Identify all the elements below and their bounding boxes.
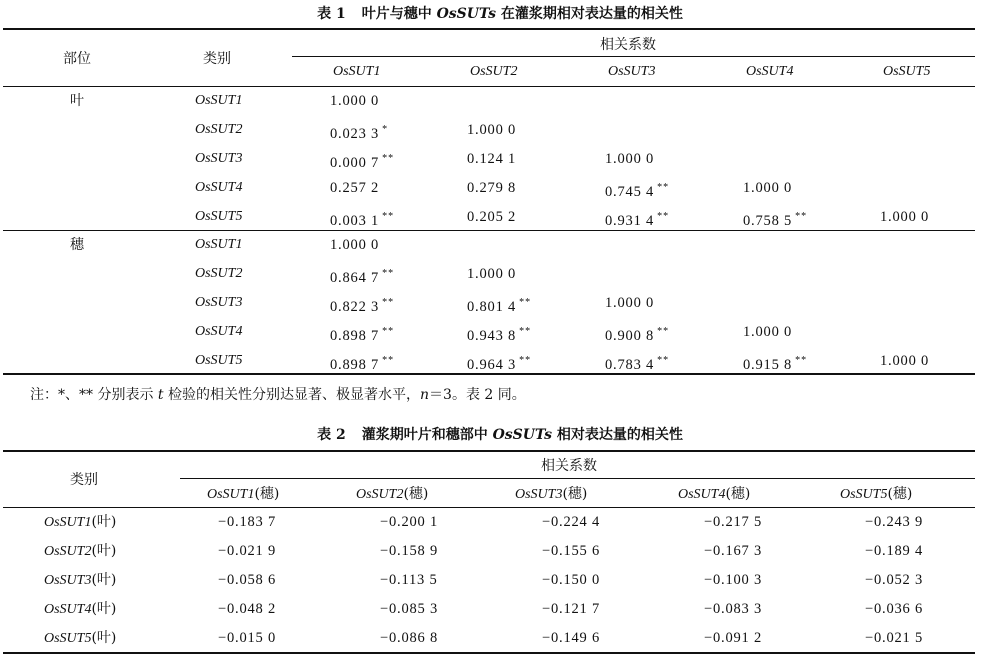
table2-caption xyxy=(0,424,1000,444)
table1-value-number: 1.000 0 xyxy=(330,93,380,109)
table1-value-number: 0.964 3 xyxy=(467,356,517,373)
table1-value-number: 0.745 4 xyxy=(605,183,655,200)
table2-title-post: 相对表达量的相关性 xyxy=(556,427,683,443)
table1-top-rule xyxy=(3,28,975,30)
table2-col-header xyxy=(515,485,587,504)
table2-value: −0.189 4 xyxy=(865,543,924,559)
table2-row-label xyxy=(44,629,116,648)
table2-top-rule xyxy=(3,450,975,452)
table1-value xyxy=(330,236,379,254)
table1-row-gene: OsSUT4 xyxy=(195,324,243,339)
table2-row-label xyxy=(44,571,116,590)
table1-value xyxy=(467,179,516,197)
table1-row-gene: OsSUT5 xyxy=(195,209,243,224)
significance-mark: ** xyxy=(657,355,670,366)
table2-header-rule xyxy=(3,507,975,508)
table2-value: −0.052 3 xyxy=(865,572,924,588)
table1-value xyxy=(467,323,531,345)
significance-mark: ** xyxy=(382,297,395,308)
table1-value xyxy=(330,323,394,345)
significance-mark: ** xyxy=(382,326,395,337)
table2-value: −0.086 8 xyxy=(380,630,439,646)
table1-value-number: 0.000 7 xyxy=(330,154,380,171)
table2-value: −0.100 3 xyxy=(704,572,763,588)
table2-row-suffix: (叶) xyxy=(91,601,117,617)
note-pre: 注：*、** 分别表示 xyxy=(30,387,154,403)
table1-part-label: 叶 xyxy=(70,93,84,109)
table2-col-header xyxy=(840,485,912,504)
significance-mark: ** xyxy=(519,355,532,366)
table2-col-gene: OsSUT4 xyxy=(678,487,726,502)
table2-value: −0.217 5 xyxy=(704,514,763,530)
table2-value: −0.091 2 xyxy=(704,630,763,646)
table1-col-category: 类别 xyxy=(203,51,231,67)
table1-col-header: OsSUT1 xyxy=(333,64,381,79)
table2-col-header xyxy=(207,485,279,504)
table1-value-number: 1.000 0 xyxy=(330,237,380,253)
table1-value xyxy=(743,323,792,341)
table2-col-gene: OsSUT1 xyxy=(207,487,255,502)
table2-col-suffix: (穗) xyxy=(254,486,280,502)
table2-col-suffix: (穗) xyxy=(725,486,751,502)
table1-title-post: 在灌浆期相对表达量的相关性 xyxy=(500,6,683,22)
significance-mark: ** xyxy=(382,153,395,164)
table1-value-number: 0.257 2 xyxy=(330,180,380,196)
table1-value-number: 0.898 7 xyxy=(330,327,380,344)
table2-col-coef: 相关系数 xyxy=(541,458,597,474)
table1-value xyxy=(743,352,807,374)
table1-row-gene: OsSUT3 xyxy=(195,151,243,166)
significance-mark: ** xyxy=(795,211,808,222)
table1-value-number: 0.801 4 xyxy=(467,298,517,315)
table1-caption xyxy=(0,3,1000,23)
table2-row-gene: OsSUT3 xyxy=(44,573,92,588)
table1-value-number: 0.783 4 xyxy=(605,356,655,373)
table2-row-label xyxy=(44,513,116,532)
table1-value xyxy=(743,208,807,230)
table1-col-header: OsSUT4 xyxy=(746,64,794,79)
table2-row-gene: OsSUT2 xyxy=(44,544,92,559)
table2-value: −0.200 1 xyxy=(380,514,439,530)
table1-value-number: 1.000 0 xyxy=(880,209,930,225)
table1-row-gene: OsSUT1 xyxy=(195,93,243,108)
table1-value xyxy=(330,265,394,287)
table2-row-label xyxy=(44,542,116,561)
table1-col-part: 部位 xyxy=(63,51,91,67)
table2-col-header xyxy=(356,485,428,504)
table1-title-pre: 叶片与穗中 xyxy=(361,6,432,22)
significance-mark: ** xyxy=(519,326,532,337)
table1-value-number: 1.000 0 xyxy=(467,266,517,282)
note-n: n xyxy=(420,387,430,403)
table1-value xyxy=(743,179,792,197)
table2-value: −0.224 4 xyxy=(542,514,601,530)
table1-value xyxy=(330,150,394,172)
significance-mark: ** xyxy=(657,326,670,337)
table2-value: −0.083 3 xyxy=(704,601,763,617)
significance-mark: ** xyxy=(657,211,670,222)
table2-row-gene: OsSUT1 xyxy=(44,515,92,530)
table1-value-number: 0.003 1 xyxy=(330,212,380,229)
table2-row-label xyxy=(44,600,116,619)
table1-value xyxy=(330,121,388,143)
table2-value: −0.036 6 xyxy=(865,601,924,617)
table2-row-suffix: (叶) xyxy=(91,572,117,588)
table2-value: −0.021 5 xyxy=(865,630,924,646)
table2-value: −0.158 9 xyxy=(380,543,439,559)
table1-value xyxy=(467,265,516,283)
table1-value-number: 1.000 0 xyxy=(605,151,655,167)
table1-value-number: 0.900 8 xyxy=(605,327,655,344)
table2-col-category: 类别 xyxy=(70,472,98,488)
table1-value xyxy=(467,121,516,139)
table1-value xyxy=(330,352,394,374)
table1-value-number: 0.124 1 xyxy=(467,151,517,167)
table1-value xyxy=(605,323,669,345)
table2-value: −0.149 6 xyxy=(542,630,601,646)
table1-value xyxy=(605,352,669,374)
significance-mark: ** xyxy=(382,355,395,366)
table2-col-suffix: (穗) xyxy=(562,486,588,502)
table2-title-pre: 灌浆期叶片和穗部中 xyxy=(361,427,488,443)
table1-value xyxy=(605,208,669,230)
table1-value-number: 0.898 7 xyxy=(330,356,380,373)
table1-col-header: OsSUT3 xyxy=(608,64,656,79)
significance-mark: ** xyxy=(657,182,670,193)
table1-title-gene: OsSUTs xyxy=(436,6,497,22)
table1-label: 表 1 xyxy=(317,6,346,22)
table1-row-gene: OsSUT1 xyxy=(195,237,243,252)
table1-value-number: 0.931 4 xyxy=(605,212,655,229)
table1-row-gene: OsSUT2 xyxy=(195,266,243,281)
table1-value-number: 1.000 0 xyxy=(743,180,793,196)
table2-value: −0.113 5 xyxy=(380,572,438,588)
significance-mark: * xyxy=(382,124,389,135)
table1-value-number: 1.000 0 xyxy=(880,353,930,369)
table2-row-suffix: (叶) xyxy=(91,630,117,646)
table1-group-rule xyxy=(3,230,975,231)
table1-row-gene: OsSUT4 xyxy=(195,180,243,195)
table2-row-gene: OsSUT4 xyxy=(44,602,92,617)
table2-value: −0.021 9 xyxy=(218,543,277,559)
table2-value: −0.048 2 xyxy=(218,601,277,617)
note-post: ＝3。表 2 同。 xyxy=(429,387,526,403)
table2-col-header xyxy=(678,485,750,504)
table2-value: −0.150 0 xyxy=(542,572,601,588)
table1-row-gene: OsSUT3 xyxy=(195,295,243,310)
table1-value xyxy=(330,179,379,197)
table2-value: −0.167 3 xyxy=(704,543,763,559)
note-t: t xyxy=(157,387,164,403)
table1-value-number: 1.000 0 xyxy=(467,122,517,138)
table2-label: 表 2 xyxy=(317,427,346,443)
table1-value-number: 0.915 8 xyxy=(743,356,793,373)
table2-col-gene: OsSUT3 xyxy=(515,487,563,502)
table1-value-number: 0.864 7 xyxy=(330,269,380,286)
table2-value: −0.058 6 xyxy=(218,572,277,588)
table1-value xyxy=(330,294,394,316)
table2-col-gene: OsSUT2 xyxy=(356,487,404,502)
table2-header-subrule xyxy=(180,478,975,479)
table2-col-suffix: (穗) xyxy=(403,486,429,502)
table2-col-suffix: (穗) xyxy=(887,486,913,502)
table1-value xyxy=(330,208,394,230)
table2-row-gene: OsSUT5 xyxy=(44,631,92,646)
table1-value-number: 0.943 8 xyxy=(467,327,517,344)
table1-value-number: 0.822 3 xyxy=(330,298,380,315)
table2-value: −0.121 7 xyxy=(542,601,601,617)
significance-mark: ** xyxy=(519,297,532,308)
table-note xyxy=(30,384,526,404)
table1-value-number: 1.000 0 xyxy=(605,295,655,311)
note-mid: 检验的相关性分别达显著、极显著水平， xyxy=(168,387,420,403)
table2-title-gene: OsSUTs xyxy=(492,427,553,443)
table1-value xyxy=(330,92,379,110)
table1-col-coef: 相关系数 xyxy=(600,37,656,53)
table1-value-number: 0.023 3 xyxy=(330,125,380,142)
table2-bottom-rule xyxy=(3,652,975,654)
table2-value: −0.155 6 xyxy=(542,543,601,559)
table1-header-rule xyxy=(3,86,975,87)
table1-col-header: OsSUT2 xyxy=(470,64,518,79)
table1-value xyxy=(605,294,654,312)
table1-value xyxy=(605,179,669,201)
table1-part-label: 穗 xyxy=(70,237,84,253)
table1-row-gene: OsSUT5 xyxy=(195,353,243,368)
table2-value: −0.183 7 xyxy=(218,514,277,530)
table1-value xyxy=(467,208,516,226)
table1-value xyxy=(605,150,654,168)
table1-value xyxy=(467,352,531,374)
significance-mark: ** xyxy=(795,355,808,366)
table1-value xyxy=(467,294,531,316)
table1-value xyxy=(880,208,929,226)
table1-value xyxy=(880,352,929,370)
table1-value-number: 0.758 5 xyxy=(743,212,793,229)
table1-value-number: 0.205 2 xyxy=(467,209,517,225)
significance-mark: ** xyxy=(382,211,395,222)
table1-value xyxy=(467,150,516,168)
table1-value-number: 1.000 0 xyxy=(743,324,793,340)
table1-value-number: 0.279 8 xyxy=(467,180,517,196)
table2-value: −0.015 0 xyxy=(218,630,277,646)
significance-mark: ** xyxy=(382,268,395,279)
table2-value: −0.085 3 xyxy=(380,601,439,617)
table2-row-suffix: (叶) xyxy=(91,514,117,530)
table1-col-header: OsSUT5 xyxy=(883,64,931,79)
table2-row-suffix: (叶) xyxy=(91,543,117,559)
table1-header-subrule xyxy=(292,56,975,57)
table2-col-gene: OsSUT5 xyxy=(840,487,888,502)
table2-value: −0.243 9 xyxy=(865,514,924,530)
table1-row-gene: OsSUT2 xyxy=(195,122,243,137)
